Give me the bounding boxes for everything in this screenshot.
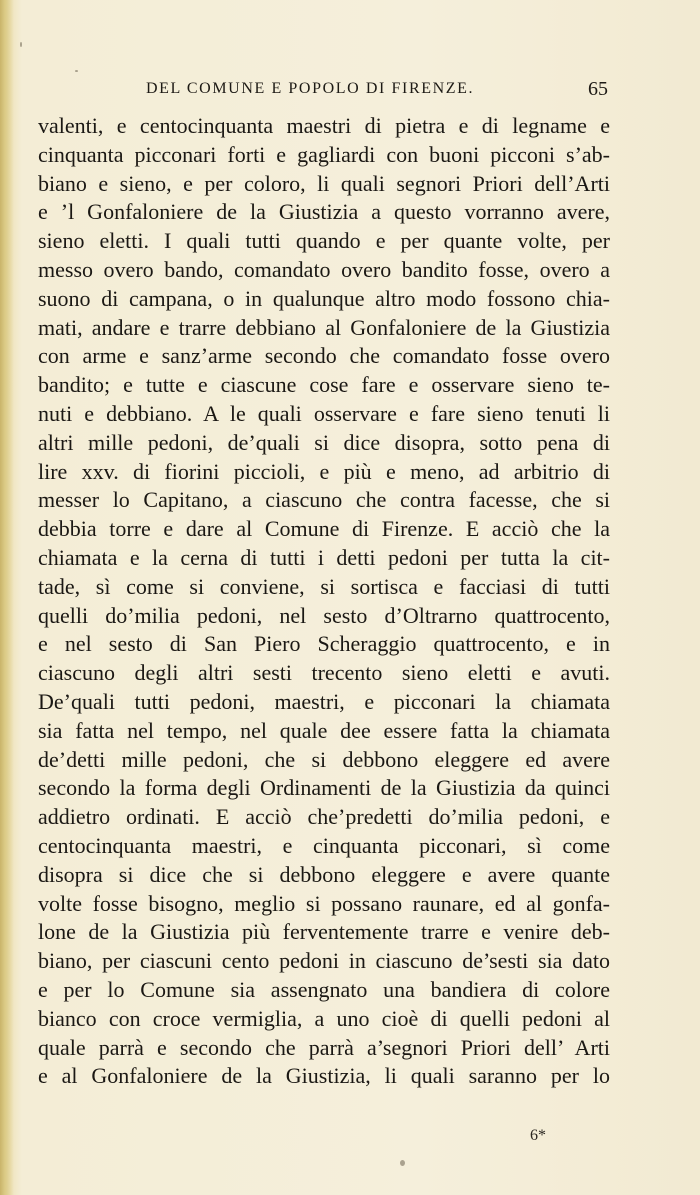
text-line: tade, sì come si conviene, si sortisca e facciasi di tutti — [38, 573, 610, 599]
text-line: sia fatta nel tempo, nel quale dee essere fatta la chiamata — [38, 717, 610, 743]
ink-speck — [75, 70, 78, 72]
text-line: disopra si dice che si debbono eleggere e avere quante — [38, 861, 610, 887]
page-number: 65 — [588, 78, 608, 100]
text-line: e per lo Comune sia assengnato una bandiera di colore — [38, 976, 610, 1002]
text-line: mati, andare e trarre debbiano al Gonfaloniere de la Giustizia — [38, 314, 610, 340]
text-line: secondo la forma degli Ordinamenti de la Giustizia da quinci — [38, 775, 610, 801]
ink-speck — [400, 1160, 405, 1166]
signature-mark: 6* — [530, 1127, 546, 1144]
text-line: addietro ordinati. E acciò che’predetti do’milia pedoni, e — [38, 804, 610, 830]
text-line: debbia torre e dare al Comune di Firenze. E acciò che la — [38, 516, 610, 542]
text-line: volte fosse bisogno, meglio si possano raunare, ed al gonfa- — [38, 890, 610, 916]
text-line: centocinquanta maestri, e cinquanta picconari, sì come — [38, 832, 610, 858]
text-line: quelli do’milia pedoni, nel sesto d’Oltrarno quattrocento, — [38, 602, 610, 628]
text-line: messo overo bando, comandato overo bandito fosse, overo a — [38, 256, 610, 282]
text-line: biano, per ciascuni cento pedoni in ciascuno de’sesti sia dato — [38, 948, 610, 974]
text-line: biano e sieno, e per coloro, li quali segnori Priori dell’Arti — [38, 170, 610, 196]
text-line: bianco con croce vermiglia, a uno cioè di quelli pedoni al — [38, 1005, 610, 1031]
text-line: De’quali tutti pedoni, maestri, e picconari la chiamata — [38, 688, 610, 714]
text-line: bandito; e tutte e ciascune cose fare e osservare sieno te- — [38, 372, 610, 398]
text-line: e ’l Gonfaloniere de la Giustizia a questo vorranno avere, — [38, 199, 610, 225]
body-text — [38, 112, 610, 1091]
text-line: lone de la Giustizia più ferventemente trarre e venire deb- — [38, 919, 610, 945]
text-line: e nel sesto di San Piero Scheraggio quattrocento, e in — [38, 631, 610, 657]
running-title: DEL COMUNE E POPOLO DI FIRENZE. — [146, 80, 475, 97]
text-line: ciascuno degli altri sesti trecento sieno eletti e avuti. — [38, 660, 610, 686]
text-line: valenti, e centocinquanta maestri di pietra e di legname e — [38, 113, 610, 138]
text-line: lire xxv. di fiorini piccioli, e più e meno, ad arbitrio di — [38, 458, 610, 484]
text-line: altri mille pedoni, de’quali si dice disopra, sotto pena di — [38, 429, 610, 455]
page-gutter-shadow — [0, 0, 14, 1195]
text-line: sieno eletti. I quali tutti quando e per quante volte, per — [38, 228, 610, 254]
text-line: suono di campana, o in qualunque altro modo fossono chia- — [38, 285, 610, 311]
text-line: quale parrà e secondo che parrà a’segnori Priori dell’ Arti — [38, 1034, 610, 1060]
text-line: chiamata e la cerna di tutti i detti pedoni per tutta la cit- — [38, 544, 610, 570]
text-line: con arme e sanz’arme secondo che comandato fosse overo — [38, 343, 610, 369]
text-line: messer lo Capitano, a ciascuno che contra facesse, che si — [38, 487, 610, 513]
text-line: de’detti mille pedoni, che si debbono eleggere ed avere — [38, 746, 610, 772]
text-line: e al Gonfaloniere de la Giustizia, li quali saranno per lo — [38, 1063, 610, 1089]
text-line: cinquanta picconari forti e gagliardi con buoni picconi s’ab- — [38, 141, 610, 167]
text-line: nuti e debbiano. A le quali osservare e fare sieno tenuti li — [38, 400, 610, 426]
page-header — [146, 80, 608, 104]
ink-speck — [20, 42, 22, 47]
